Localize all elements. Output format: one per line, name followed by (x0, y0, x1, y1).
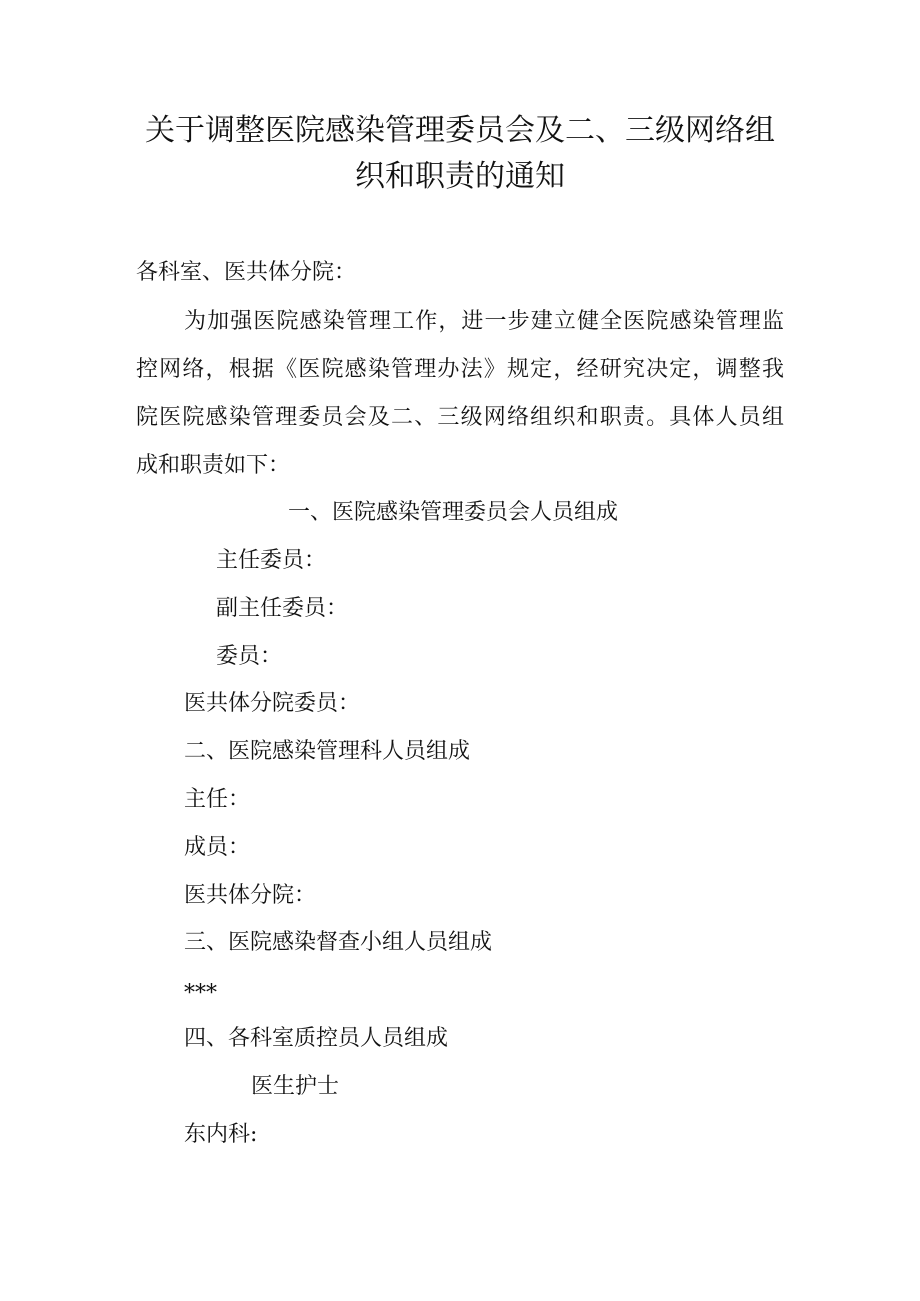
section1-director: 主任委员： (216, 548, 327, 573)
intro-line-1: 为加强医院感染管理工作，进一步建立健全医院感染管理监 (184, 309, 784, 334)
section2-heading: 二、医院感染管理科人员组成 (184, 739, 471, 764)
intro-line-2: 控网络，根据《医院感染管理办法》规定，经研究决定，调整我 (136, 357, 784, 382)
section4-columns: 医生护士 (251, 1074, 340, 1099)
intro-line-4: 成和职责如下： (136, 453, 291, 478)
document-title-line-1: 关于调整医院感染管理委员会及二、三级网络组 (145, 113, 775, 148)
section3-placeholder: *** (184, 981, 217, 1006)
salutation: 各科室、医共体分院： (136, 260, 357, 285)
section4-heading: 四、各科室质控员人员组成 (184, 1026, 449, 1051)
section4-dept-1: 东内科: (184, 1122, 258, 1147)
section1-heading: 一、医院感染管理委员会人员组成 (288, 500, 619, 525)
section2-director: 主任： (184, 787, 251, 812)
section1-branch-members: 医共体分院委员： (184, 691, 361, 716)
section2-branch: 医共体分院： (184, 883, 317, 908)
document-title-line-2: 织和职责的通知 (355, 159, 565, 194)
section2-members: 成员： (184, 835, 251, 860)
intro-line-3: 院医院感染管理委员会及二、三级网络组织和职责。具体人员组 (136, 405, 784, 430)
section1-vice-director: 副主任委员： (216, 596, 349, 621)
section1-members: 委员： (216, 644, 283, 669)
section3-heading: 三、医院感染督查小组人员组成 (184, 930, 493, 955)
